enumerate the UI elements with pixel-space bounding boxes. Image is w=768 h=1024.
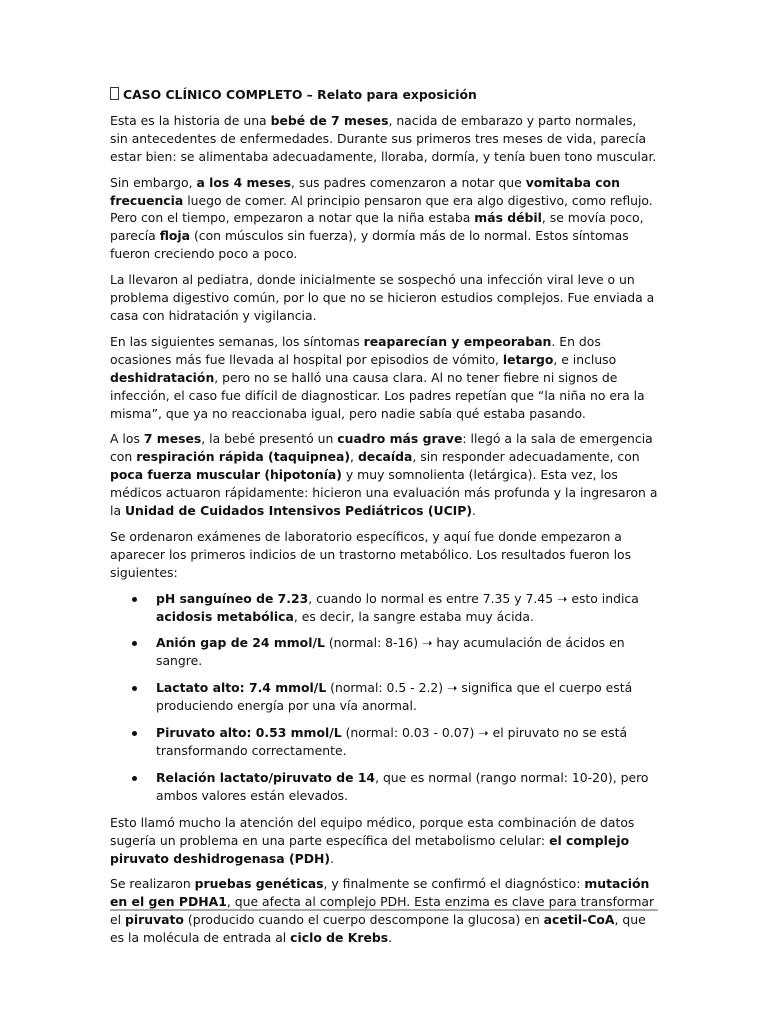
paragraph xyxy=(110,333,658,423)
document-title xyxy=(110,86,658,104)
text-run: , que es normal (rango normal: 10-20), pero ambos valores están elevados. xyxy=(156,769,649,803)
bold-text: 7 meses xyxy=(143,431,202,447)
text-run: y muy somnolienta (letárgica). Esta vez, los médicos actuaron rápidamente: hicieron una evaluación más profunda y la ingresaron a la xyxy=(110,467,658,519)
text-run: Esta es la historia de una xyxy=(110,112,271,128)
text-run: , nacida de embarazo y parto normales, sin antecedentes de enfermedades. Durante sus primeros tres meses de vida, parecía estar bien: se alimentaba adecuadamente, lloraba, dormía, y tenía buen tono muscular. xyxy=(110,112,657,164)
bold-text: piruvato xyxy=(125,912,184,928)
text-run: . xyxy=(330,850,334,866)
text-run: , se movía poco, parecía xyxy=(110,210,644,244)
text-run: , que es la molécula de entrada al xyxy=(110,912,646,946)
bold-text: reaparecían y empeoraban xyxy=(363,333,552,349)
text-run: Sin embargo, xyxy=(110,174,197,190)
list-item xyxy=(110,769,658,805)
bold-text: vomitaba con frecuencia xyxy=(110,174,620,208)
text-run: , pero no se halló una causa clara. Al no tener fiebre ni signos de infección, el caso fue difícil de diagnosticar. Los padres repetían que “la niña no era la misma”, que ya no reaccionaba igual, pero nadie sabía qué estaba pasando. xyxy=(110,369,645,421)
bold-text: Relación lactato/piruvato de 14 xyxy=(156,769,376,785)
paragraph xyxy=(110,271,658,325)
paragraph xyxy=(110,430,658,520)
list-item xyxy=(110,634,658,670)
text-run: , la bebé presentó un xyxy=(201,431,338,447)
text-run: . xyxy=(472,503,476,519)
text-run: (normal: 8-16) ➝ hay acumulación de ácidos en sangre. xyxy=(156,635,625,669)
text-run: (normal: 0.5 - 2.2) ➝ significa que el cuerpo está produciendo energía por una vía anormal. xyxy=(156,680,633,714)
horizontal-rule xyxy=(110,909,658,911)
title-text: CASO CLÍNICO COMPLETO – Relato para exposición xyxy=(123,87,477,102)
bold-text: cuadro más grave xyxy=(337,431,463,447)
bold-text: respiración rápida (taquipnea) xyxy=(136,449,351,465)
text-run: Se ordenaron exámenes de laboratorio específicos, y aquí fue donde empezaron a aparecer los primeros indicios de un trastorno metabólico. Los resultados fueron los siguientes: xyxy=(110,528,632,580)
bold-text: más débil xyxy=(474,210,542,226)
bold-text: deshidratación xyxy=(110,369,215,385)
bold-text: mutación en el gen PDHA1 xyxy=(110,876,650,910)
bold-text: Anión gap de 24 mmol/L xyxy=(156,635,325,651)
text-run: (producido cuando el cuerpo descompone la glucosa) en xyxy=(183,912,544,928)
text-run: : llegó a la sala de emergencia con xyxy=(110,431,653,465)
text-run: , e incluso xyxy=(553,351,617,367)
text-run: (normal: 0.03 - 0.07) ➝ el piruvato no se está transformando correctamente. xyxy=(156,725,628,758)
paragraphs-bottom xyxy=(110,814,658,947)
paragraph xyxy=(110,814,658,868)
bold-text: letargo xyxy=(502,351,554,367)
bold-text: Unidad de Cuidados Intensivos Pediátricos (UCIP) xyxy=(124,503,473,519)
text-run: La llevaron al pediatra, donde inicialmente se sospechó una infección viral leve o un problema digestivo común, por lo que no se hicieron estudios complejos. Fue enviada a casa con hidratación y vigilancia. xyxy=(110,272,655,323)
bold-text: pruebas genéticas xyxy=(194,876,324,892)
bullet-icon xyxy=(132,686,137,691)
lab-results-list xyxy=(110,590,658,805)
paragraph xyxy=(110,174,658,264)
bold-text: acetil-CoA xyxy=(543,912,615,928)
text-run: . xyxy=(388,930,393,946)
text-run: , sin responder adecuadamente, con xyxy=(412,449,640,465)
text-run: , cuando lo normal es entre 7.35 y 7.45 ➝ esto indica xyxy=(308,590,639,606)
text-run: , xyxy=(350,449,358,465)
bold-text: Piruvato alto: 0.53 mmol/L xyxy=(156,725,342,741)
bold-text: el complejo piruvato deshidrogenasa (PDH) xyxy=(110,832,630,866)
missing-glyph-icon xyxy=(110,87,119,100)
text-run: En las siguientes semanas, los síntomas xyxy=(110,333,364,349)
bold-text: poca fuerza muscular (hipotonía) xyxy=(110,467,342,483)
text-run: , que afecta al complejo PDH. Esta enzima es clave para transformar el xyxy=(110,894,655,928)
list-item xyxy=(110,679,658,715)
bold-text: decaída xyxy=(357,449,413,465)
bold-text: Lactato alto: 7.4 mmol/L xyxy=(156,680,327,696)
bold-text: bebé de 7 meses xyxy=(270,112,389,128)
text-run: Esto llamó mucho la atención del equipo médico, porque esta combinación de datos sugería un problema en una parte específica del metabolismo celular: xyxy=(110,814,635,848)
paragraphs-top xyxy=(110,112,658,582)
document-body xyxy=(110,86,658,955)
text-run: (con músculos sin fuerza), y dormía más de lo normal. Estos síntomas fueron creciendo poco a poco. xyxy=(110,228,629,262)
bullet-icon xyxy=(132,597,137,602)
bold-text: pH sanguíneo de 7.23 xyxy=(156,590,309,606)
text-run: . En dos ocasiones más fue llevada al hospital por episodios de vómito, xyxy=(110,333,601,367)
bullet-icon xyxy=(132,641,137,646)
list-item xyxy=(110,590,658,626)
text-run: A los xyxy=(110,431,144,447)
text-run: , y finalmente se confirmó el diagnóstico: xyxy=(323,876,585,892)
paragraph xyxy=(110,528,658,582)
bold-text: acidosis metabólica xyxy=(156,608,294,624)
text-run: luego de comer. Al principio pensaron que era algo digestivo, como reflujo. Pero con el tiempo, empezaron a notar que la niña estaba xyxy=(110,192,653,226)
bold-text: floja xyxy=(159,228,191,244)
paragraph xyxy=(110,112,658,166)
list-item xyxy=(110,724,658,760)
text-run: , es decir, la sangre estaba muy ácida. xyxy=(293,608,534,624)
bold-text: ciclo de Krebs xyxy=(290,930,389,946)
bold-text: a los 4 meses xyxy=(196,174,291,190)
bullet-icon xyxy=(132,776,137,781)
bullet-icon xyxy=(132,731,137,736)
paragraph xyxy=(110,875,658,947)
text-run: Se realizaron xyxy=(110,876,195,892)
text-run: , sus padres comenzaron a notar que xyxy=(290,174,526,190)
